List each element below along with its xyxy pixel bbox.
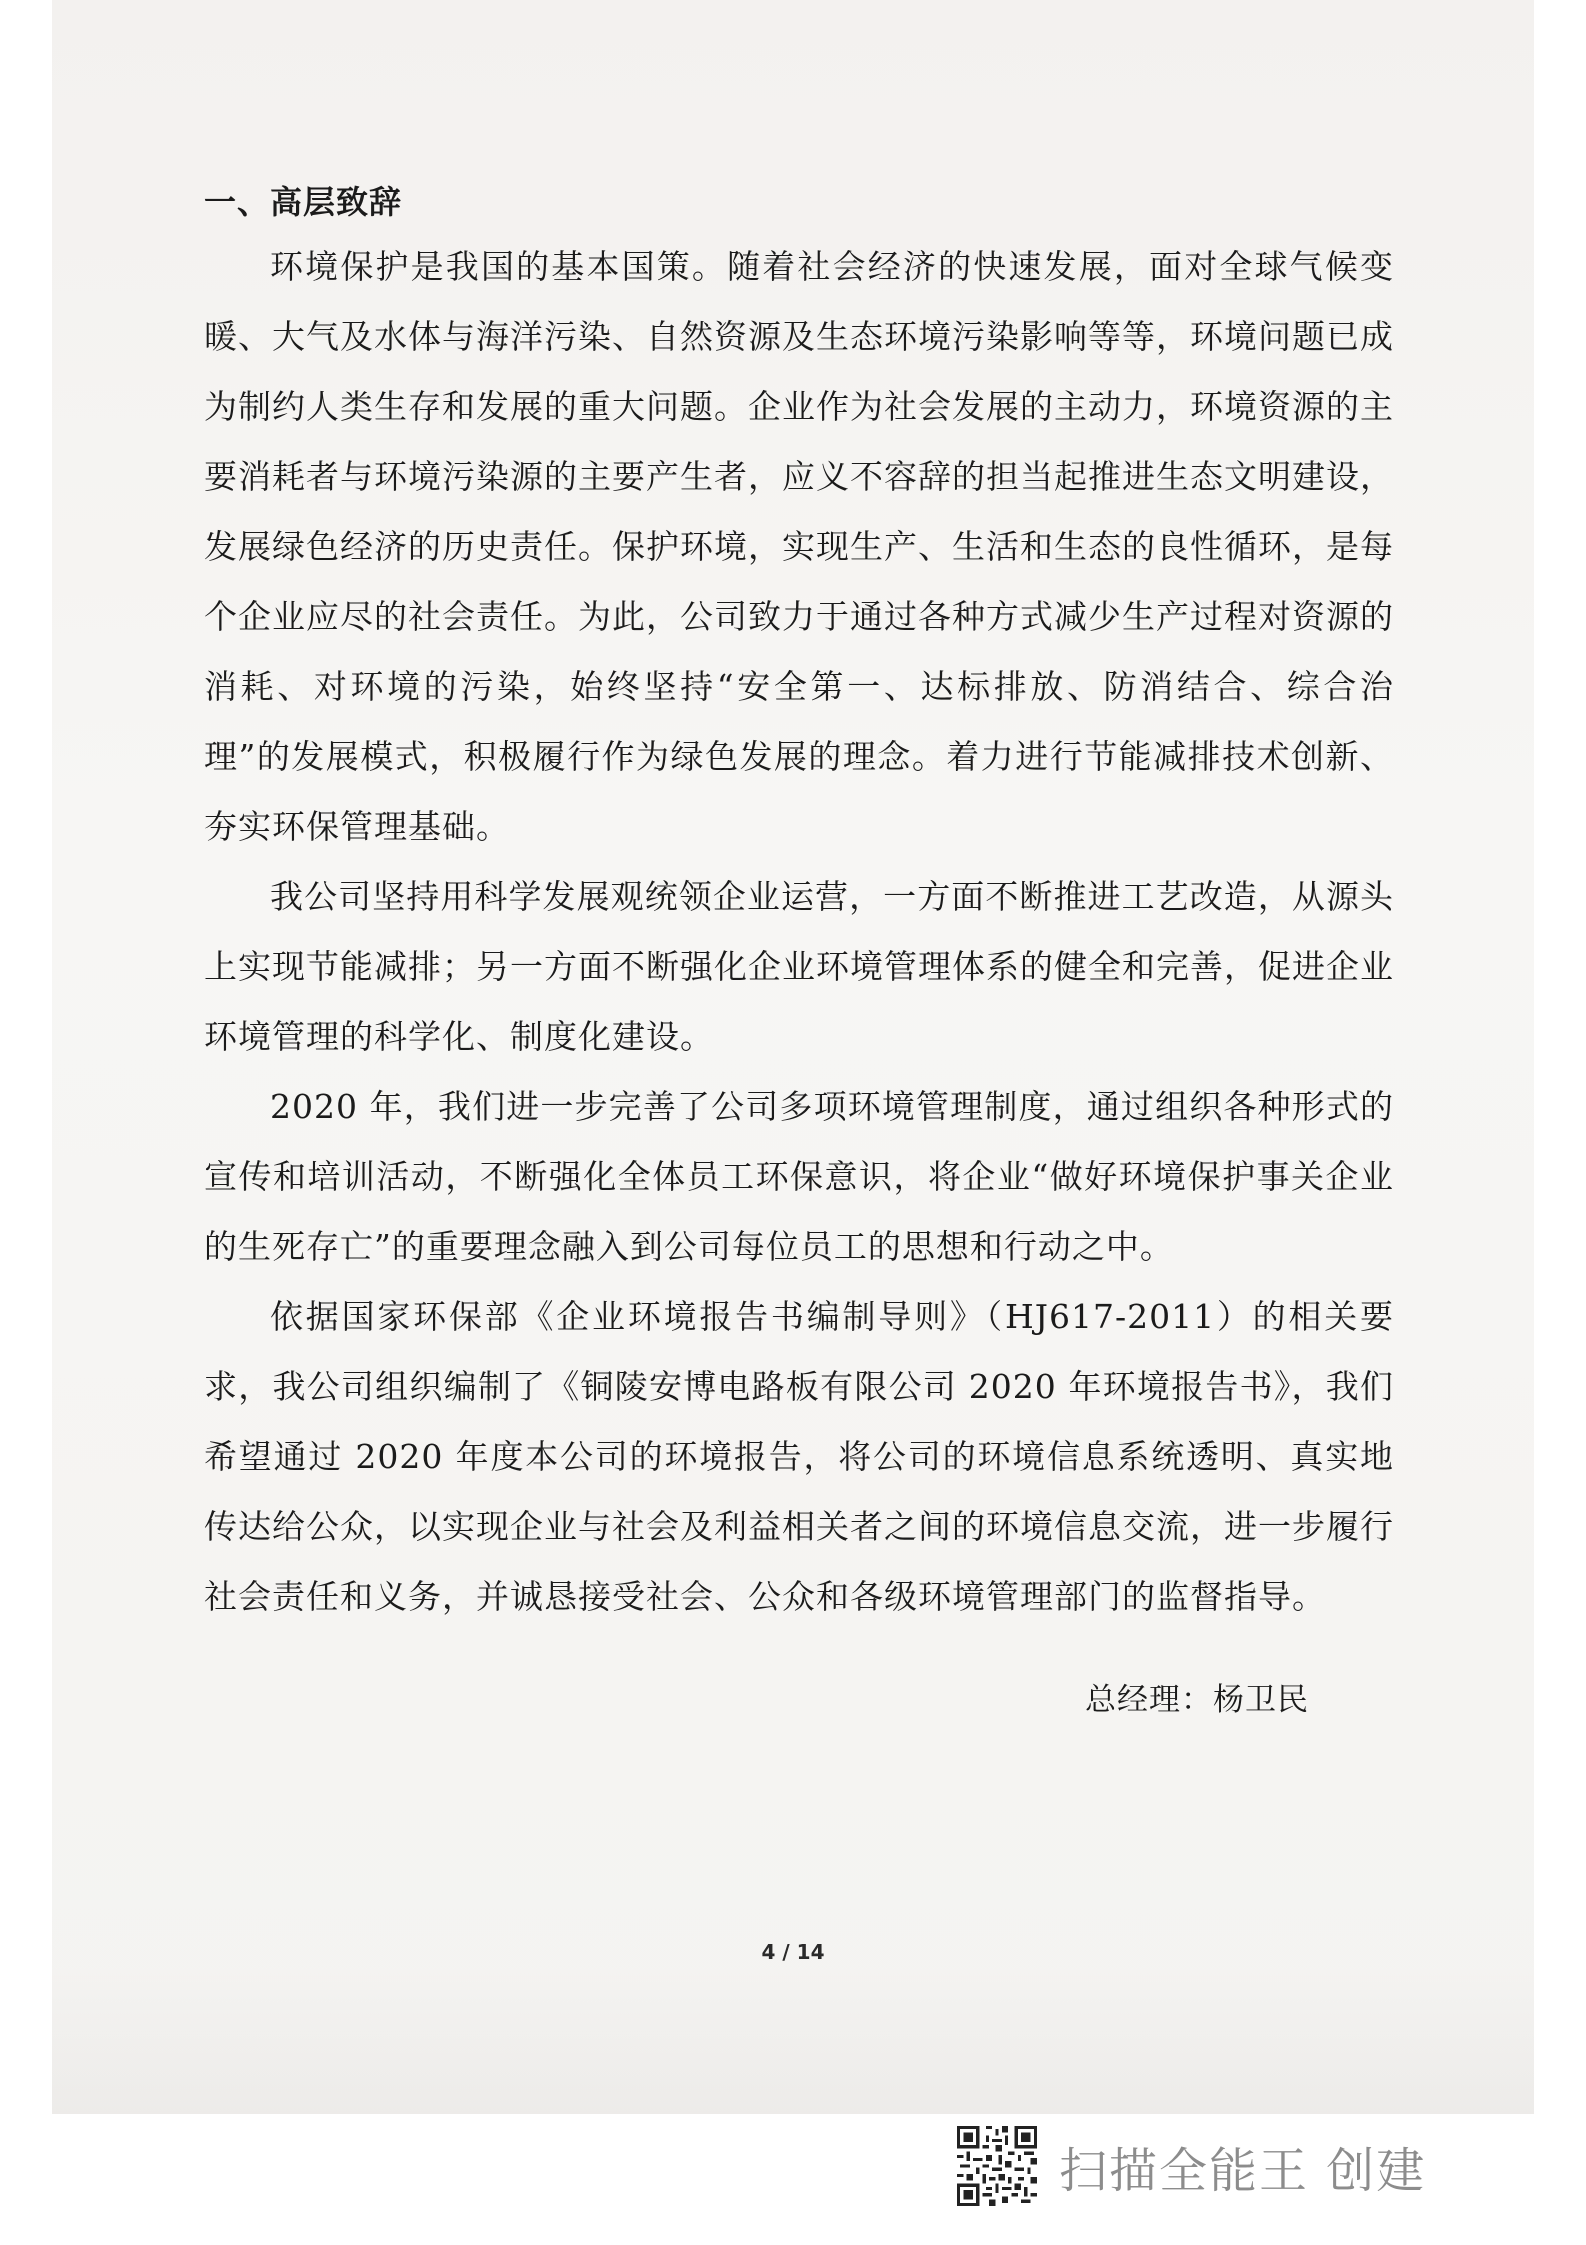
paragraph: 环境保护是我国的基本国策。随着社会经济的快速发展，面对全球气候变暖、大气及水体与海洋污染、自然资源及生态环境污染影响等等，环境问题已成为制约人类生存和发展的重大问题。企业作为社会发展的主动力，环境资源的主要消耗者与环境污染源的主要产生者，应义不容辞的担当起推进生态文明建设，发展绿色经济的历史责任。保护环境，实现生产、生活和生态的良性循环，是每个企业应尽的社会责任。为此，公司致力于通过各种方式减少生产过程对资源的消耗、对环境的污染，始终坚持“安全第一、达标排放、防消结合、综合治理”的发展模式，积极履行作为绿色发展的理念。着力进行节能减排技术创新、夯实环保管理基础。 (204, 247, 1394, 846)
watermark-text: 扫描全能王 创建 (1059, 2142, 1427, 2199)
section-heading: 一、高层致辞 (204, 183, 403, 221)
scanner-watermark (957, 2124, 1426, 2208)
paragraph: 我公司坚持用科学发展观统领企业运营，一方面不断推进工艺改造，从源头上实现节能减排；另一方面不断强化企业环境管理体系的健全和完善，促进企业环境管理的科学化、制度化建设。 (204, 877, 1394, 1056)
page-content (204, 176, 1394, 1632)
paragraph: 依据国家环保部《企业环境报告书编制导则》（HJ617-2011）的相关要求，我公司组织编制了《铜陵安博电路板有限公司 2020 年环境报告书》，我们希望通过 2020 年度本公司的环境报告，将公司的环境信息系统透明、真实地传达给公众，以实现企业与社会及利益相关者之间的环境信息交流，进一步履行社会责任和义务，并诚恳接受社会、公众和各级环境管理部门的监督指导。 (204, 1297, 1394, 1616)
paragraph: 2020 年，我们进一步完善了公司多项环境管理制度，通过组织各种形式的宣传和培训活动，不断强化全体员工环保意识，将企业“做好环境保护事关企业的生死存亡”的重要理念融入到公司每位员工的思想和行动之中。 (204, 1087, 1394, 1266)
signature: 总经理：杨卫民 (1085, 1682, 1309, 1718)
page-number: 4 / 14 (761, 1940, 825, 1964)
qr-code-icon (957, 2126, 1037, 2206)
